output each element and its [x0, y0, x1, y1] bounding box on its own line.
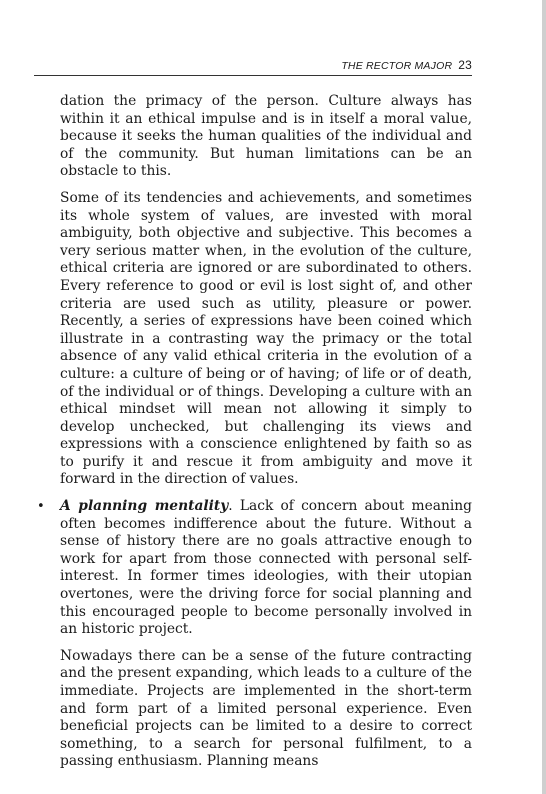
- paragraph-1: dation the primacy of the person. Culture always has within it an ethical impulse and is in itself a moral value, because it seeks the human qualities of the individual and of the community. But human limitations can be an obstacle to this.: [60, 93, 472, 180]
- bullet-icon: •: [37, 499, 45, 515]
- page-edge-shadow: [542, 0, 546, 794]
- bullet-paragraph: [37, 498, 472, 639]
- body-text: [37, 93, 472, 780]
- paragraph-2: Some of its tendencies and achievements, and sometimes its whole system of values, are invested with moral ambiguity, both objective and subjective. This becomes a very serious matter when, in the evolution of the culture, ethical criteria are ignored or are subordinated to others. Every reference to good or evil is lost sight of, and other criteria are used such as utility, pleasure or power. Recently, a series of expressions have been coined which illustrate in a contrasting way the primacy or the total absence of any valid ethical criteria in the evolution of a culture: a culture of being or of having; of life or of death, of the individual or of things. Developing a culture with an ethical mindset will mean not allowing it simply to develop unchecked, but challenging its views and expressions with a conscience enlightened by faith so as to purify it and rescue it from ambiguity and move it forward in the direction of values.: [60, 189, 472, 488]
- bullet-heading: A planning mentality: [60, 498, 229, 515]
- bullet-text: Lack of concern about meaning often becomes indifference about the future. Without a sense of history there are no goals attractive enough to work for apart from those connected with personal self-interest. In former times ideologies, with their utopian overtones, were the driving force for social planning and this encouraged people to become personally involved in an historic project.: [60, 498, 472, 638]
- paragraph-4: Nowadays there can be a sense of the future contracting and the present expanding, which leads to a culture of the immediate. Projects are implemented in the short-term and form part of a limited personal experience. Even beneficial projects can be limited to a desire to correct something, to a search for personal fulfilment, to a passing enthusiasm. Planning means: [60, 647, 472, 770]
- page-number: 23: [458, 58, 472, 72]
- running-header: [34, 58, 472, 72]
- bullet-heading-punct: .: [228, 498, 233, 515]
- header-rule: [34, 75, 472, 76]
- running-title: THE RECTOR MAJOR: [341, 60, 453, 72]
